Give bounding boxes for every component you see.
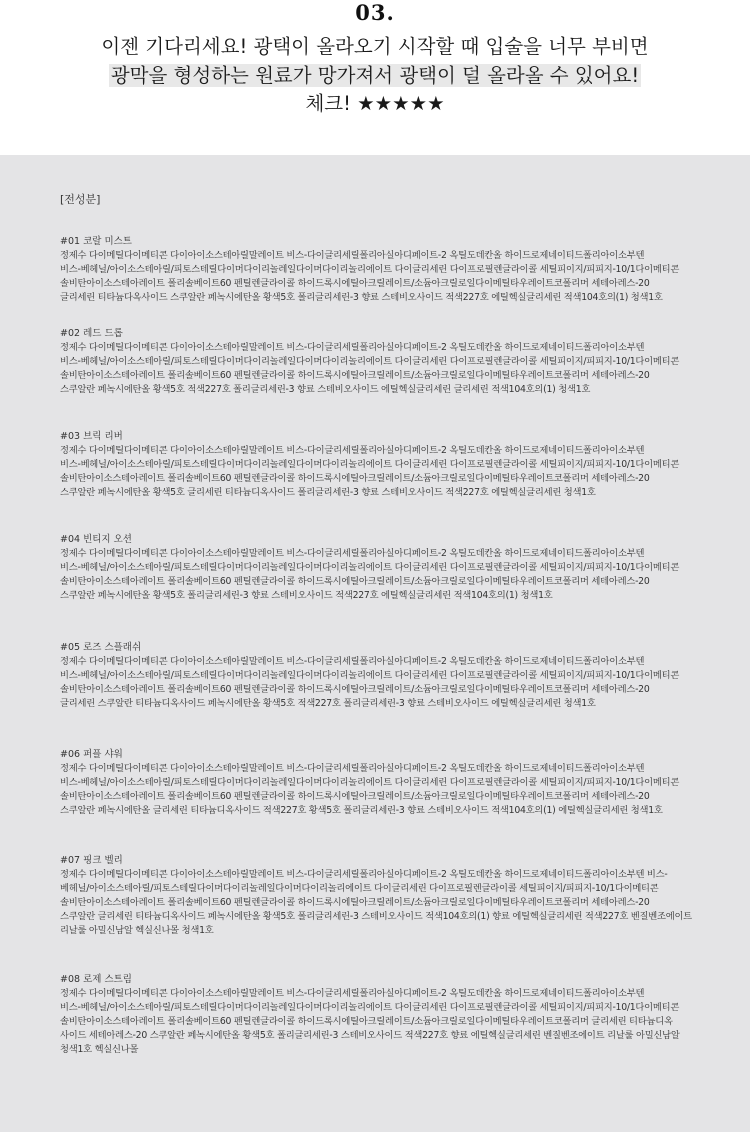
ingredient-line: 청색1호 헥실신나몰: [60, 1044, 139, 1055]
product-name: #06 퍼플 샤워: [60, 749, 123, 760]
ingredient-line: 솔비탄아이소스테아레이트 폴리솔베이트60 펜틸렌글라이콜 하이드록시에틸아크릴레이트/소듐아크릴로일다이메틸타우레이트코폴리머 세테아레스-20: [60, 897, 650, 908]
product-name: #04 빈티지 오션: [60, 534, 132, 545]
product-name: #01 코랄 미스트: [60, 236, 132, 247]
ingredient-line: 스쿠알란 페녹시에탄올 글리세린 티타늄디옥사이드 적색227호 황색5호 폴리글리세린-3 향료 스테비오사이드 적색104호의(1) 에틸헥실글리세린 청색1호: [60, 805, 663, 816]
product-name: #03 브릭 리버: [60, 431, 123, 442]
ingredient-line: 정제수 다이메틸다이메티콘 다이아이소스테아릴말레이트 비스-다이글리세릴폴리아실아디페이트-2 옥틸도데칸올 하이드로제네이티드폴리아이소부텐: [60, 656, 645, 667]
ingredient-line: 스쿠알란 페녹시에탄올 황색5호 글리세린 티타늄디옥사이드 폴리글리세린-3 향료 스테비오사이드 적색227호 에틸헥실글리세린 청색1호: [60, 487, 596, 498]
product-ingredients-07: [60, 854, 710, 938]
ingredients-panel: [0, 155, 750, 1132]
ingredient-line: 스쿠알란 페녹시에탄올 황색5호 적색227호 폴리글리세린-3 향료 스테비오사이드 에틸헥실글리세린 글리세린 적색104호의(1) 청색1호: [60, 384, 591, 395]
ingredient-line: 비스-베헤닐/아이소스테아릴/피토스테릴다이머다이리놀레일다이머다이리놀리에이트 다이글리세린 다이프로필렌글라이콜 세틸피이지/피피지-10/1다이메티콘: [60, 562, 680, 573]
ingredient-line: 정제수 다이메틸다이메티콘 다이아이소스테아릴말레이트 비스-다이글리세릴폴리아실아디페이트-2 옥틸도데칸올 하이드로제네이티드폴리아이소부텐: [60, 250, 645, 261]
ingredient-line: 솔비탄아이소스테아레이트 폴리솔베이트60 펜틸렌글라이콜 하이드록시에틸아크릴레이트/소듐아크릴로일다이메틸타우레이트코폴리머 세테아레스-20: [60, 791, 650, 802]
instruction-line-2: [0, 62, 750, 90]
ingredient-line: 베헤닐/아이소스테아릴/피토스테릴다이머다이리놀레일다이머다이리놀리에이트 다이글리세린 다이프로필렌글라이콜 세틸피이지/피피지-10/1다이메티콘: [60, 883, 659, 894]
ingredient-line: 비스-베헤닐/아이소스테아릴/피토스테릴다이머다이리놀레일다이머다이리놀리에이트 다이글리세린 다이프로필렌글라이콜 세틸피이지/피피지-10/1다이메티콘: [60, 264, 680, 275]
ingredient-line: 글리세린 스쿠알란 티타늄디옥사이드 페녹시에탄올 황색5호 적색227호 폴리글리세린-3 향료 스테비오사이드 에틸헥실글리세린 청색1호: [60, 698, 596, 709]
ingredient-line: 정제수 다이메틸다이메티콘 다이아이소스테아릴말레이트 비스-다이글리세릴폴리아실아디페이트-2 옥틸도데칸올 하이드로제네이티드폴리아이소부텐: [60, 548, 645, 559]
ingredient-line: 솔비탄아이소스테아레이트 폴리솔베이트60 펜틸렌글라이콜 하이드록시에틸아크릴레이트/소듐아크릴로일다이메틸타우레이트코폴리머 글리세린 티타늄디옥: [60, 1016, 673, 1027]
product-ingredients-02: [60, 327, 710, 397]
ingredient-line: 솔비탄아이소스테아레이트 폴리솔베이트60 펜틸렌글라이콜 하이드록시에틸아크릴레이트/소듐아크릴로일다이메틸타우레이트코폴리머 세테아레스-20: [60, 576, 650, 587]
product-name: #05 로즈 스플래쉬: [60, 642, 142, 653]
ingredient-line: 정제수 다이메틸다이메티콘 다이아이소스테아릴말레이트 비스-다이글리세릴폴리아실아디페이트-2 옥틸도데칸올 하이드로제네이티드폴리아이소부텐: [60, 763, 645, 774]
step-number: 03.: [355, 0, 395, 25]
ingredient-line: 비스-베헤닐/아이소스테아릴/피토스테릴다이머다이리놀레일다이머다이리놀리에이트 다이글리세린 다이프로필렌글라이콜 세틸피이지/피피지-10/1다이메티콘: [60, 777, 680, 788]
product-ingredients-03: [60, 430, 710, 500]
ingredient-line: 솔비탄아이소스테아레이트 폴리솔베이트60 펜틸렌글라이콜 하이드록시에틸아크릴레이트/소듐아크릴로일다이메틸타우레이트코폴리머 세테아레스-20: [60, 278, 650, 289]
ingredient-line: 글리세린 티타늄다옥사이드 스쿠알란 페녹시에탄올 황색5호 폴리글리세린-3 향료 스테비오사이드 적색227호 에틸헥실글리세린 적색104호의(1) 청색1호: [60, 292, 663, 303]
instruction-line-3: [0, 90, 750, 118]
ingredient-line: 비스-베헤닐/아이소스테아릴/피토스테릴다이머다이리놀레일다이머다이리놀리에이트 다이글리세린 다이프로필렌글라이콜 세틸피이지/피피지-10/1다이메티콘: [60, 1002, 680, 1013]
instruction-line-1: 이젠 기다리세요! 광택이 올라오기 시작할 때 입술을 너무 부비면: [101, 35, 649, 58]
instruction-header: [0, 0, 750, 155]
ingredient-line: 솔비탄아이소스테아레이트 폴리솔베이트60 펜틸렌글라이콜 하이드록시에틸아크릴레이트/소듐아크릴로일다이메틸타우레이트코폴리머 세테아레스-20: [60, 684, 650, 695]
product-ingredients-06: [60, 748, 710, 818]
ingredient-line: 솔비탄아이소스테아레이트 폴리솔베이트60 펜틸렌글라이콜 하이드록시에틸아크릴레이트/소듐아크릴로일다이메틸타우레이트코폴리머 세테아레스-20: [60, 370, 650, 381]
rating-stars: ★★★★★: [357, 92, 445, 115]
product-name: #07 핑크 벨리: [60, 855, 123, 866]
instruction-line-2-highlight: 광막을 형성하는 원료가 망가져서 광택이 덜 올라올 수 있어요!: [110, 64, 640, 87]
ingredient-line: 정제수 다이메틸다이메티콘 다이아이소스테아릴말레이트 비스-다이글리세릴폴리아실아디페이트-2 옥틸도데칸올 하이드로제네이티드폴리아이소부텐 비스-: [60, 869, 668, 880]
product-ingredients-01: [60, 235, 710, 305]
ingredient-line: 솔비탄아이소스테아레이트 폴리솔베이트60 펜틸렌글라이콜 하이드록시에틸아크릴레이트/소듐아크릴로일다이메틸타우레이트코폴리머 세테아레스-20: [60, 473, 650, 484]
ingredient-line: 사이드 세테아레스-20 스쿠알란 페녹시에탄올 황색5호 폴리글리세린-3 스테비오사이드 적색227호 향료 에틸헥실글리세린 벤질벤조에이트 리날룰 아밀신남알: [60, 1030, 680, 1041]
ingredient-line: 정제수 다이메틸다이메티콘 다이아이소스테아릴말레이트 비스-다이글리세릴폴리아실아디페이트-2 옥틸도데칸올 하이드로제네이티드폴리아이소부텐: [60, 988, 645, 999]
product-ingredients-08: [60, 973, 710, 1057]
product-ingredients-04: [60, 533, 710, 603]
ingredient-line: 리날룰 아밀신남알 헥실신나몰 청색1호: [60, 925, 214, 936]
product-name: #02 레드 드롭: [60, 328, 123, 339]
product-ingredients-05: [60, 641, 710, 711]
ingredients-title: [전성분]: [60, 193, 101, 206]
ingredient-line: 정제수 다이메틸다이메티콘 다이아이소스테아릴말레이트 비스-다이글리세릴폴리아실아디페이트-2 옥틸도데칸올 하이드로제네이티드폴리아이소부텐: [60, 342, 645, 353]
check-label: 체크!: [305, 92, 351, 115]
ingredient-line: 정제수 다이메틸다이메티콘 다이아이소스테아릴말레이트 비스-다이글리세릴폴리아실아디페이트-2 옥틸도데칸올 하이드로제네이티드폴리아이소부텐: [60, 445, 645, 456]
product-name: #08 로제 스트림: [60, 974, 132, 985]
ingredient-line: 스쿠알란 글리세린 티타늄디옥사이드 페녹시에탄올 황색5호 폴리글리세린-3 스테비오사이드 적색104호의(1) 향료 에틸헥실글리세린 적색227호 벤질벤조에이트: [60, 911, 692, 922]
ingredient-line: 스쿠알란 페녹시에탄올 황색5호 폴리글리세린-3 향료 스테비오사이드 적색227호 에틸헥실글리세린 적색104호의(1) 청색1호: [60, 590, 553, 601]
ingredient-line: 비스-베헤닐/아이소스테아릴/피토스테릴다이머다이리놀레일다이머다이리놀리에이트 다이글리세린 다이프로필렌글라이콜 세틸피이지/피피지-10/1다이메티콘: [60, 670, 680, 681]
ingredient-line: 비스-베헤닐/아이소스테아릴/피토스테릴다이머다이리놀레일다이머다이리놀리에이트 다이글리세린 다이프로필렌글라이콜 세틸피이지/피피지-10/1다이메티콘: [60, 459, 680, 470]
ingredient-line: 비스-베헤닐/아이소스테아릴/피토스테릴다이머다이리놀레일다이머다이리놀리에이트 다이글리세린 다이프로필렌글라이콜 세틸피이지/피피지-10/1다이메티콘: [60, 356, 680, 367]
